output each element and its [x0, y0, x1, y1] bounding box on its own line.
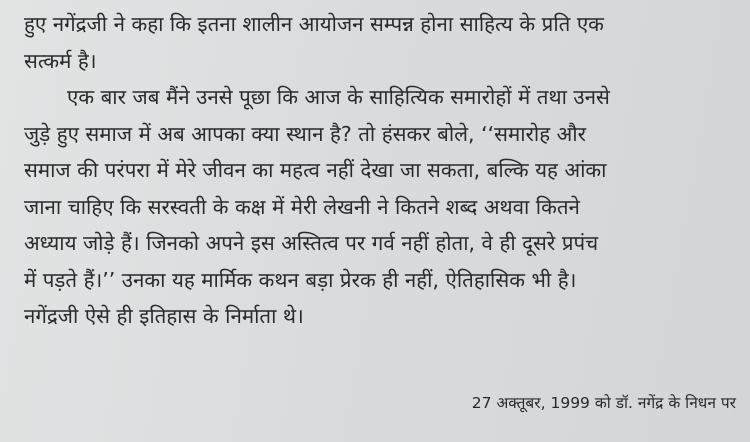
text-line: में पड़ते हैं।’’ उनका यह मार्मिक कथन बड़ा प्रेरक ही नहीं, ऐतिहासिक भी है। — [24, 267, 577, 292]
text-line: अध्याय जोड़े हैं। जिनको अपने इस अस्तित्व पर गर्व नहीं होता, वे ही दूसरे प्रपंच — [24, 231, 599, 255]
body-text — [24, 6, 740, 335]
text-line: समाज की परंपरा में मेरे जीवन का महत्व नहीं देखा जा सकता, बल्कि यह आंका — [24, 158, 607, 182]
paragraph-start-line: एक बार जब मैंने उनसे पूछा कि आज के साहित्यिक समारोहों में तथा उनसे — [67, 85, 610, 109]
text-line: जुड़े हुए समाज में अब आपका क्या स्थान है? तो हंसकर बोले, ‘‘समारोह और — [24, 121, 586, 146]
text-line: सत्कर्म है। — [24, 48, 97, 73]
text-line: हुए नगेंद्रजी ने कहा कि इतना शालीन आयोजन सम्पन्न होना साहित्य के प्रति एक — [24, 12, 604, 36]
text-line: जाना चाहिए कि सरस्वती के कक्ष में मेरी लेखनी ने कितने शब्द अथवा कितने — [24, 194, 580, 219]
date-footnote: 27 अक्तूबर, 1999 को डॉ. नगेंद्र के निधन पर — [471, 394, 736, 412]
text-line: नगेंद्रजी ऐसे ही इतिहास के निर्माता थे। — [24, 304, 304, 328]
